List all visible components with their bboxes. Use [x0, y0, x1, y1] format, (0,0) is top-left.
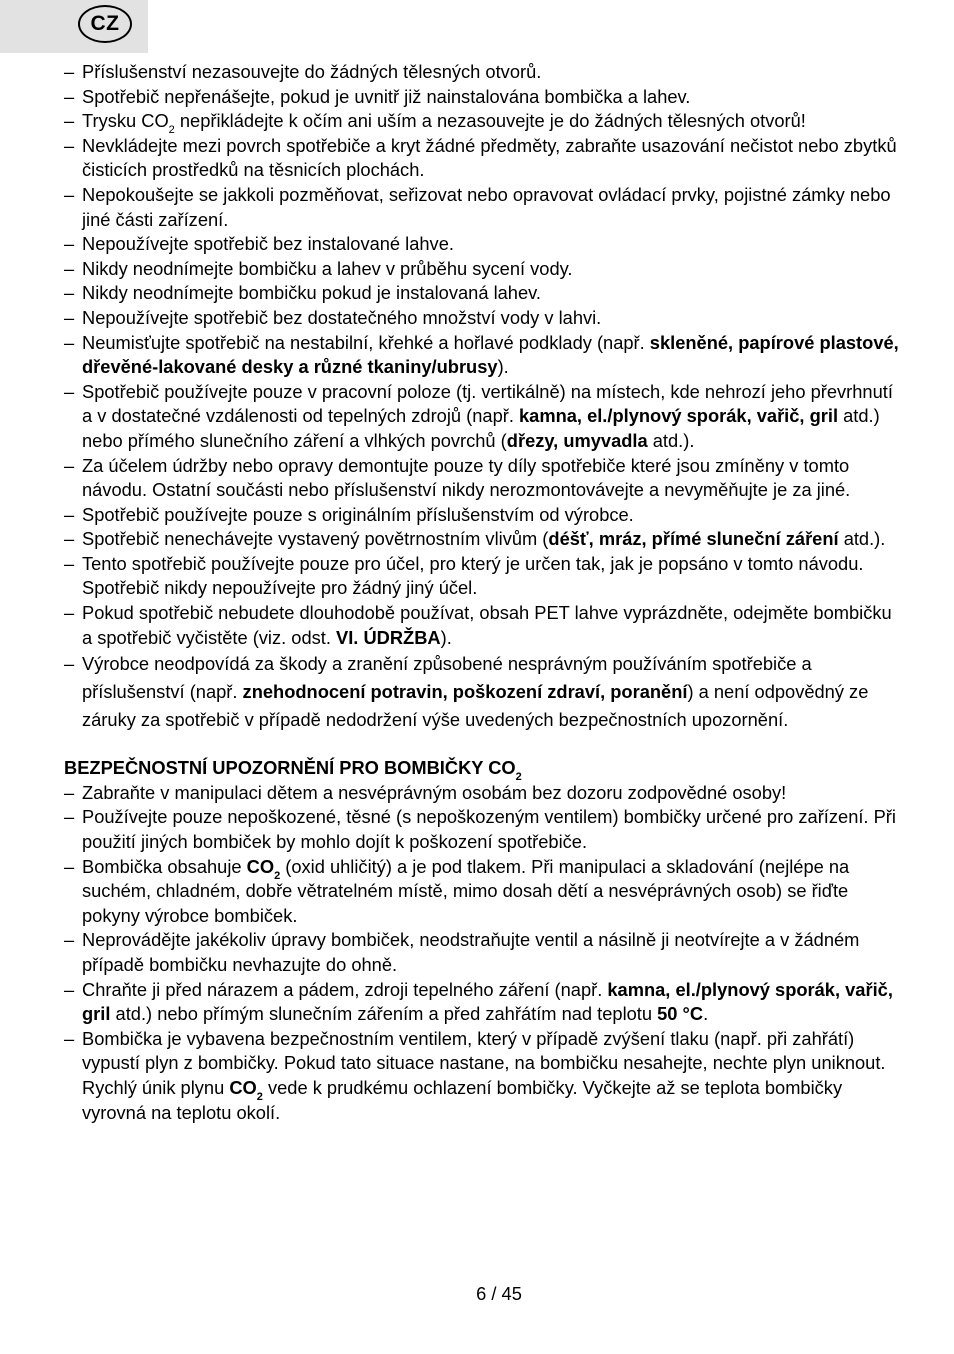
list-item — [64, 855, 904, 929]
item-text: Bombička je vybavena bezpečnostním ventilem, který v případě zvýšení tlaku (např. při zahřátí) vypustí plyn z bombičky. Pokud tato situace nastane, na bombičku nesahejte, nechte plyn uniknout. Rychlý únik plynu — [82, 1027, 886, 1098]
item-text: Nepokoušejte se jakkoli pozměňovat, seřizovat nebo opravovat ovládací prvky, pojistné zámky nebo jiné části zařízení. — [82, 183, 891, 230]
item-text: Za účelem údržby nebo opravy demontujte pouze ty díly spotřebiče které jsou zmíněny v tomto návodu. Ostatní součásti nebo příslušenství nikdy nerozmontovávejte a nevyměňujte je za jiné. — [82, 454, 851, 501]
dash-bullet: – — [64, 85, 75, 107]
list-item — [64, 781, 904, 806]
item-text: Spotřebič používejte pouze s originálním příslušenstvím od výrobce. — [82, 503, 634, 525]
subscript-text: 2 — [274, 869, 281, 882]
list-item — [64, 805, 904, 854]
bold-text: dřezy, umyvadla — [506, 429, 648, 451]
list-item — [64, 928, 904, 977]
item-text: atd.) nebo přímého slunečního záření a vlhkých povrchů ( — [82, 405, 880, 451]
item-text: Trysku CO — [82, 110, 169, 132]
item-text: atd.) nebo přímým slunečním zářením a před zahřátím nad teplotu — [110, 1003, 658, 1025]
list-item — [64, 503, 904, 528]
list-item — [64, 60, 904, 85]
dash-bullet: – — [64, 806, 75, 828]
item-text: Zabraňte v manipulaci dětem a nesvéprávným osobám bez dozoru zodpovědné osoby! — [82, 781, 787, 803]
dash-bullet: – — [64, 503, 75, 525]
bold-text: znehodnocení potravin, poškození zdraví, poranění — [242, 681, 688, 703]
page-current: 6 — [476, 1283, 487, 1304]
dash-bullet: – — [64, 233, 75, 255]
item-text: Neumisťujte spotřebič na nestabilní, křehké a hořlavé podklady (např. — [82, 331, 650, 353]
dash-bullet: – — [64, 380, 75, 402]
item-text: atd.). — [647, 429, 695, 451]
list-item — [64, 281, 904, 306]
item-text: Spotřebič používejte pouze v pracovní poloze (tj. vertikálně) na místech, kde nehrozí jeho převrhnutí a v dostatečné vzdálenosti od tepelných zdrojů (např. — [82, 380, 893, 427]
page-content — [64, 60, 904, 1125]
cartridge-safety-list — [64, 781, 904, 1125]
bold-text: kamna, el./plynový sporák, vařič, gril — [518, 405, 839, 427]
dash-bullet: – — [64, 929, 75, 951]
safety-list — [64, 60, 904, 734]
list-item — [64, 552, 904, 601]
item-text: Nepoužívejte spotřebič bez instalované lahve. — [82, 233, 454, 255]
list-item — [64, 331, 904, 380]
item-text: nepřikládejte k očím ani uším a nezasouvejte je do žádných tělesných otvorů! — [174, 110, 806, 132]
item-text: Nikdy neodnímejte bombičku a lahev v průběhu sycení vody. — [82, 257, 573, 279]
section-heading-text: BEZPEČNOSTNÍ UPOZORNĚNÍ PRO BOMBIČKY CO — [64, 757, 516, 779]
item-text: Spotřebič nepřenášejte, pokud je uvnitř již nainstalována bombička a lahev. — [82, 85, 691, 107]
dash-bullet: – — [64, 61, 75, 82]
dash-bullet: – — [64, 306, 75, 328]
language-tab — [0, 0, 148, 53]
page-separator: / — [491, 1283, 497, 1304]
list-item — [64, 109, 904, 137]
list-item — [64, 650, 904, 734]
item-text: Nevkládejte mezi povrch spotřebiče a kryt žádné předměty, zabraňte usazování nečistot nebo zbytků čisticích prostředků na těsnicích plochách. — [82, 134, 897, 181]
list-item — [64, 257, 904, 282]
page-total: 45 — [501, 1283, 522, 1304]
list-item — [64, 134, 904, 183]
dash-bullet: – — [64, 134, 75, 156]
dash-bullet: – — [64, 257, 75, 279]
bold-text: kamna, el./plynový sporák, vařič, gril — [82, 978, 893, 1025]
item-text: vede k prudkému ochlazení bombičky. Vyčkejte až se teplota bombičky vyrovná na teplotu okolí. — [82, 1076, 843, 1123]
item-text: Bombička obsahuje — [82, 855, 247, 877]
dash-bullet: – — [64, 602, 75, 624]
item-text: ) a není odpovědný ze záruky za spotřebič v případě nedodržení výše uvedených bezpečnostních upozornění. — [82, 681, 869, 731]
section-heading — [64, 756, 904, 784]
item-text: Pokud spotřebič nebudete dlouhodobě používat, obsah PET lahve vyprázdněte, odejměte bombičku a spotřebič vyčistěte (viz. odst. — [82, 602, 892, 648]
bold-text: CO — [246, 855, 275, 877]
dash-bullet: – — [64, 781, 75, 803]
dash-bullet: – — [64, 331, 75, 353]
item-text: Nepoužívejte spotřebič bez dostatečného množství vody v lahvi. — [82, 306, 602, 328]
dash-bullet: – — [64, 183, 75, 205]
item-text: Spotřebič nenechávejte vystavený povětrnostním vlivům ( — [82, 528, 549, 550]
dash-bullet: – — [64, 454, 75, 476]
item-text: atd.). — [838, 528, 886, 550]
item-text: Neprovádějte jakékoliv úpravy bombiček, neodstraňujte ventil a násilně ji neotvírejte a v žádném případě bombičku nevhazujte do ohně. — [82, 929, 860, 975]
list-item — [64, 85, 904, 110]
item-text: Nikdy neodnímejte bombičku pokud je instalovaná lahev. — [82, 282, 541, 304]
item-text: Chraňte ji před nárazem a pádem, zdroji tepelného záření (např. — [82, 978, 608, 1000]
list-item — [64, 183, 904, 232]
subscript-text: 2 — [168, 124, 175, 137]
dash-bullet: – — [64, 653, 75, 675]
dash-bullet: – — [64, 552, 75, 574]
bold-text: CO — [229, 1076, 257, 1098]
list-item — [64, 601, 904, 650]
page-number — [0, 1283, 954, 1305]
section-heading-subscript: 2 — [515, 771, 522, 784]
list-item — [64, 306, 904, 331]
language-badge: CZ — [78, 5, 132, 43]
bold-text: VI. ÚDRŽBA — [336, 626, 441, 648]
bold-text: 50 °C — [657, 1003, 704, 1025]
list-item — [64, 232, 904, 257]
item-text: (oxid uhličitý) a je pod tlakem. Při manipulaci a skladování (nejlépe na suchém, chladném, dobře větratelném místě, mimo dosah dětí a nesvéprávných osob) se řiďte pokyny výrobce bombiček. — [82, 855, 850, 926]
bold-text: déšť, mráz, přímé sluneční záření — [548, 528, 839, 550]
item-text: ). — [440, 626, 452, 648]
list-item — [64, 527, 904, 552]
item-text: Používejte pouze nepoškozené, těsné (s nepoškozeným ventilem) bombičky určené pro zařízení. Při použití jiných bombiček by mohlo dojít k poškození spotřebiče. — [82, 806, 896, 853]
dash-bullet: – — [64, 1027, 75, 1049]
subscript-text: 2 — [256, 1090, 263, 1103]
dash-bullet: – — [64, 978, 75, 1000]
dash-bullet: – — [64, 528, 75, 550]
item-text: ). — [497, 356, 509, 378]
dash-bullet: – — [64, 282, 75, 304]
item-text: Výrobce neodpovídá za škody a zranění způsobené nesprávným používáním spotřebiče a příslušenství (např. — [82, 653, 812, 703]
list-item — [64, 1027, 904, 1125]
item-text: Příslušenství nezasouvejte do žádných tělesných otvorů. — [82, 61, 542, 82]
list-item — [64, 380, 904, 454]
dash-bullet: – — [64, 110, 75, 132]
bold-text: skleněné, papírové plastové, dřevěné-lakované desky a různé tkaniny/ubrusy — [82, 331, 899, 378]
list-item — [64, 454, 904, 503]
dash-bullet: – — [64, 855, 75, 877]
item-text: Tento spotřebič používejte pouze pro účel, pro který je určen tak, jak je popsáno v tomto návodu. Spotřebič nikdy nepoužívejte pro žádný jiný účel. — [82, 552, 864, 599]
list-item — [64, 978, 904, 1027]
item-text: . — [703, 1003, 709, 1025]
